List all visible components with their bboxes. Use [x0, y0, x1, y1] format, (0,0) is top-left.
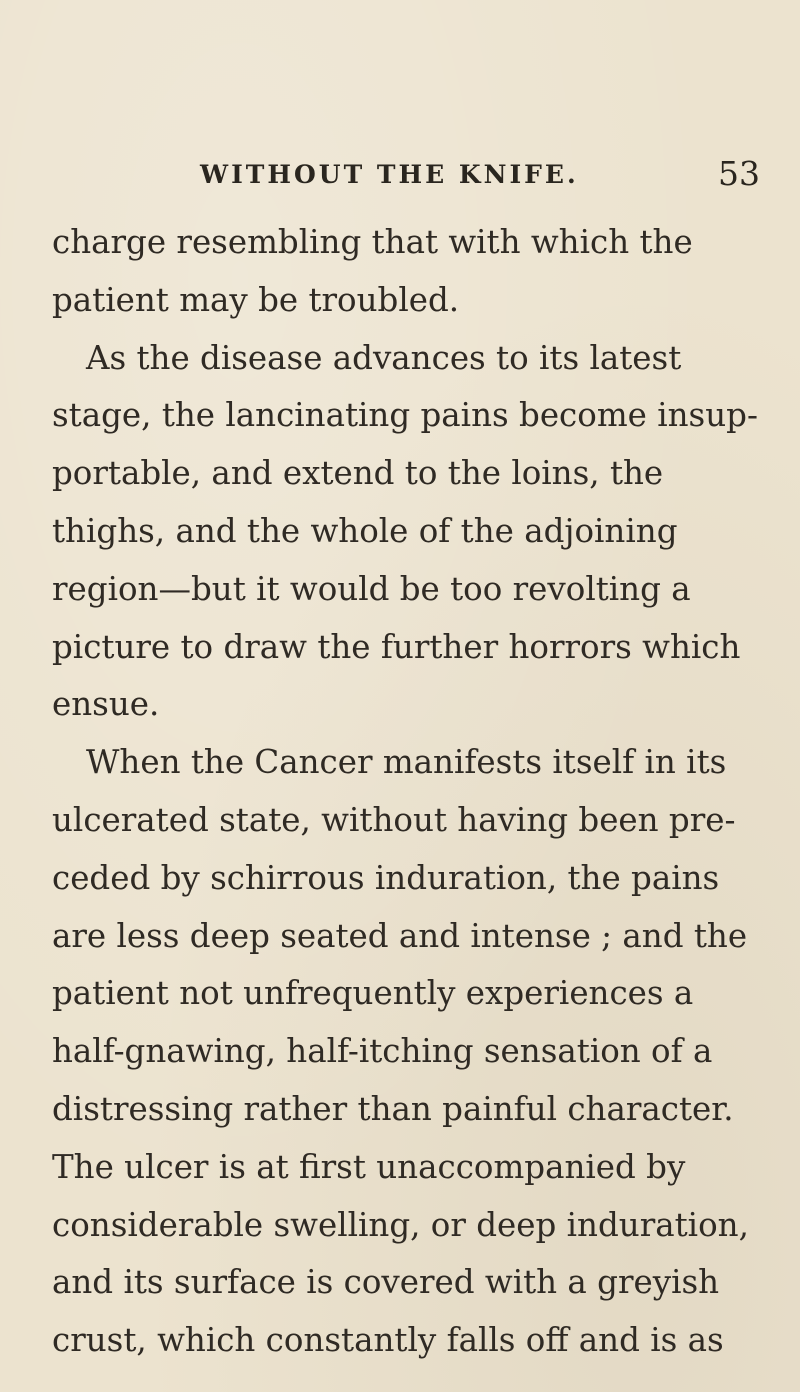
text-line: The ulcer is at first unaccompanied by [52, 1147, 686, 1186]
text-line: thighs, and the whole of the adjoining [52, 511, 678, 550]
page-number: 53 [718, 154, 760, 193]
text-line: patient not unfrequently experiences a [52, 974, 694, 1013]
text-line: charge resembling that with which the [52, 223, 693, 261]
text-line: are less deep seated and intense ; and the [52, 916, 748, 955]
text-line: picture to draw the further horrors which [52, 627, 741, 666]
text-line: half-gnawing, half-itching sensation of a [52, 1032, 713, 1071]
text-line: patient may be troubled. [52, 280, 460, 319]
text-line: portable, and extend to the loins, the [52, 454, 664, 493]
running-head-title: WITHOUT THE KNIFE. [200, 160, 579, 189]
text-line: considerable swelling, or deep induration, [52, 1205, 749, 1244]
text-line: distressing rather than painful character. [52, 1089, 734, 1128]
body-text [52, 214, 758, 1370]
text-line: and its surface is covered with a greyish [52, 1263, 720, 1302]
text-line: region—but it would be too revolting a [52, 569, 691, 608]
paragraph-first-line: When the Cancer manifests itself in its [86, 743, 727, 782]
text-line: ulcerated state, without having been pre- [52, 800, 736, 839]
text-line: crust, which constantly falls off and is as [52, 1321, 724, 1360]
paragraph-first-line: As the disease advances to its latest [86, 338, 682, 377]
text-line: ceded by schirrous induration, the pains [52, 858, 720, 897]
text-line: ensue. [52, 685, 160, 724]
text-line: stage, the lancinating pains become insup- [52, 396, 758, 435]
